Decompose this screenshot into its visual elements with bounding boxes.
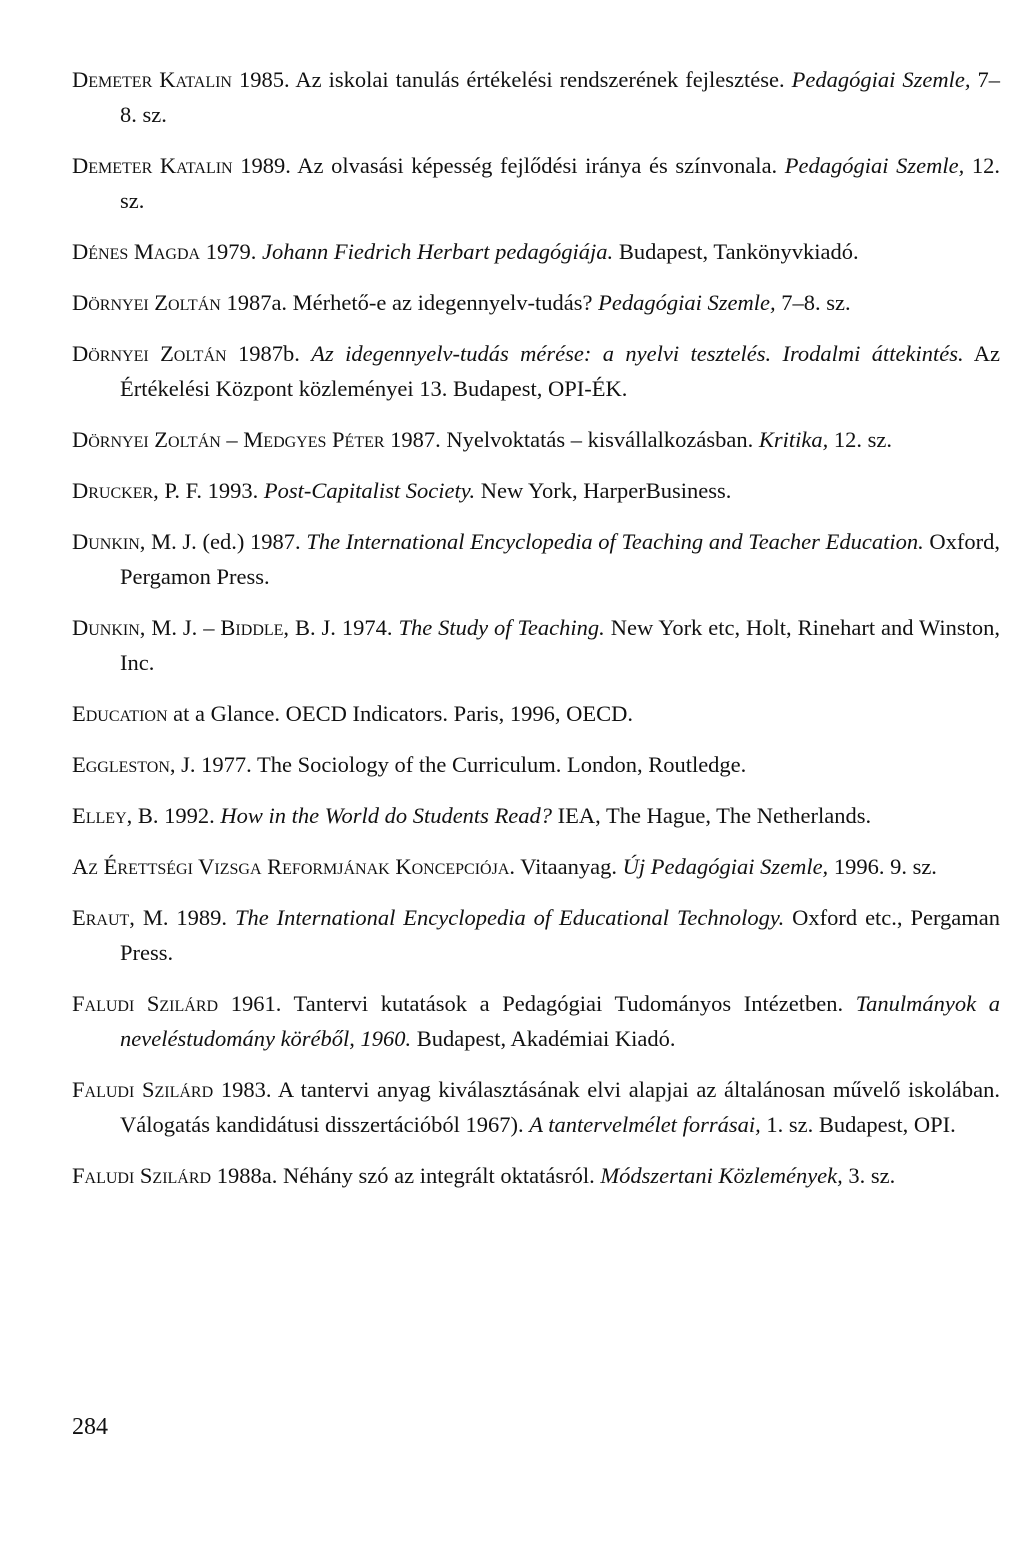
entry-text: 3. sz. (842, 1163, 896, 1188)
entry-text: New York, HarperBusiness. (475, 478, 732, 503)
entry-italic-title: Módszertani Közlemények, (600, 1163, 843, 1188)
entry-text: 12. sz. (828, 427, 892, 452)
bibliography-entry (72, 285, 1000, 320)
entry-text: Vitaanyag. (515, 854, 623, 879)
entry-author: Demeter Katalin (72, 67, 232, 92)
entry-author: Drucker, P. F. (72, 478, 203, 503)
entry-text: at a Glance. OECD Indicators. Paris, 1996, OECD. (167, 701, 634, 726)
entry-italic-title: Az idegennyelv-tudás mérése: a nyelvi tesztelés. Irodalmi áttekintés. (311, 341, 964, 366)
entry-author: Az Érettségi Vizsga Reformjának Koncepciója. (72, 854, 516, 879)
entry-italic-title: How in the World do Students Read? (220, 803, 553, 828)
entry-text: 1987a. Mérhető-e az idegennyelv-tudás? (220, 290, 599, 315)
bibliography-entry (72, 1158, 1000, 1193)
entry-italic-title: The International Encyclopedia of Educational Technology. (234, 905, 785, 930)
bibliography-entry (72, 900, 1000, 970)
bibliography-entry (72, 62, 1000, 132)
entry-text: 1983. A tantervi anyag kiválasztásának elvi alapjai az általánosan művelő iskolában. Válogatás kandidátusi disszertációból 1967). (120, 1077, 1000, 1137)
entry-text: Oxford etc., Pergaman Press. (120, 905, 1001, 965)
entry-author: Dunkin, M. J. (72, 529, 197, 554)
entry-text: Budapest, Tankönyvkiadó. (613, 239, 859, 264)
entry-author: Dörnyei Zoltán (72, 341, 227, 366)
entry-text: 1996. 9. sz. (828, 854, 937, 879)
entry-text: Az Értékelési Központ közleményei 13. Budapest, OPI-ÉK. (120, 341, 1000, 401)
bibliography-entry (72, 1072, 1000, 1142)
entry-text: 1977. The Sociology of the Curriculum. London, Routledge. (195, 752, 747, 777)
entry-text: Oxford, Pergamon Press. (120, 529, 1000, 589)
entry-text: 1961. Tantervi kutatások a Pedagógiai Tudományos Intézetben. (218, 991, 856, 1016)
entry-italic-title: Pedagógiai Szemle, (784, 153, 965, 178)
bibliography-entry (72, 986, 1000, 1056)
bibliography-entry (72, 849, 1000, 884)
entry-author: Dénes Magda (72, 239, 201, 264)
bibliography-list (72, 62, 1000, 1209)
entry-italic-title: The International Encyclopedia of Teaching and Teacher Education. (306, 529, 924, 554)
entry-text: 12. sz. (120, 153, 1001, 213)
entry-text: 1987. Nyelvoktatás – kisvállalkozásban. (384, 427, 759, 452)
entry-author: Faludi Szilárd (72, 1163, 212, 1188)
entry-italic-title: Új Pedagógiai Szemle, (622, 854, 829, 879)
entry-author: Dunkin, M. J. – Biddle, B. J. (72, 615, 336, 640)
entry-author: Eraut, M. (72, 905, 169, 930)
entry-italic-title: Johann Fiedrich Herbart pedagógiája. (261, 239, 614, 264)
entry-text: 1987b. (226, 341, 312, 366)
page-number: 284 (72, 1414, 108, 1440)
entry-author: Faludi Szilárd (72, 1077, 214, 1102)
entry-text: 1989. Az olvasási képesség fejlődési iránya és színvonala. (232, 153, 785, 178)
bibliography-entry (72, 473, 1000, 508)
entry-italic-title: Pedagógiai Szemle, (598, 290, 776, 315)
bibliography-entry (72, 524, 1000, 594)
entry-italic-title: The Study of Teaching. (398, 615, 605, 640)
entry-author: Eggleston, J. (72, 752, 196, 777)
bibliography-entry (72, 148, 1000, 218)
entry-italic-title: A tantervelmélet forrásai, (529, 1112, 761, 1137)
entry-text: 1979. (200, 239, 262, 264)
entry-italic-title: Tanulmányok a neveléstudomány köréből, 1960. (120, 991, 1000, 1051)
entry-author: Education (72, 701, 168, 726)
entry-text: 1988a. Néhány szó az integrált oktatásról. (211, 1163, 601, 1188)
bibliography-entry (72, 234, 1000, 269)
bibliography-entry (72, 422, 1000, 457)
entry-text: 1993. (202, 478, 264, 503)
bibliography-entry (72, 336, 1000, 406)
entry-text: 1989. (168, 905, 235, 930)
entry-author: Elley, B. (72, 803, 159, 828)
entry-text: 1974. (335, 615, 399, 640)
entry-author: Dörnyei Zoltán (72, 290, 221, 315)
entry-text: 1. sz. Budapest, OPI. (760, 1112, 956, 1137)
entry-text: 1992. (158, 803, 221, 828)
bibliography-entry (72, 696, 1000, 731)
entry-text: IEA, The Hague, The Netherlands. (552, 803, 872, 828)
entry-author: Demeter Katalin (72, 153, 233, 178)
entry-text: (ed.) 1987. (196, 529, 307, 554)
bibliography-entry (72, 798, 1000, 833)
bibliography-entry (72, 747, 1000, 782)
entry-author: Faludi Szilárd (72, 991, 219, 1016)
entry-author: Dörnyei Zoltán – Medgyes Péter (72, 427, 385, 452)
entry-text: 1985. Az iskolai tanulás értékelési rendszerének fejlesztése. (232, 67, 792, 92)
entry-text: 7–8. sz. (775, 290, 851, 315)
entry-italic-title: Post-Capitalist Society. (263, 478, 476, 503)
entry-text: New York etc, Holt, Rinehart and Winston, Inc. (120, 615, 1000, 675)
entry-text: Budapest, Akadémiai Kiadó. (411, 1026, 676, 1051)
bibliography-entry (72, 610, 1000, 680)
entry-italic-title: Kritika, (758, 427, 829, 452)
entry-italic-title: Pedagógiai Szemle, (791, 67, 971, 92)
entry-text: 7–8. sz. (120, 67, 1001, 127)
